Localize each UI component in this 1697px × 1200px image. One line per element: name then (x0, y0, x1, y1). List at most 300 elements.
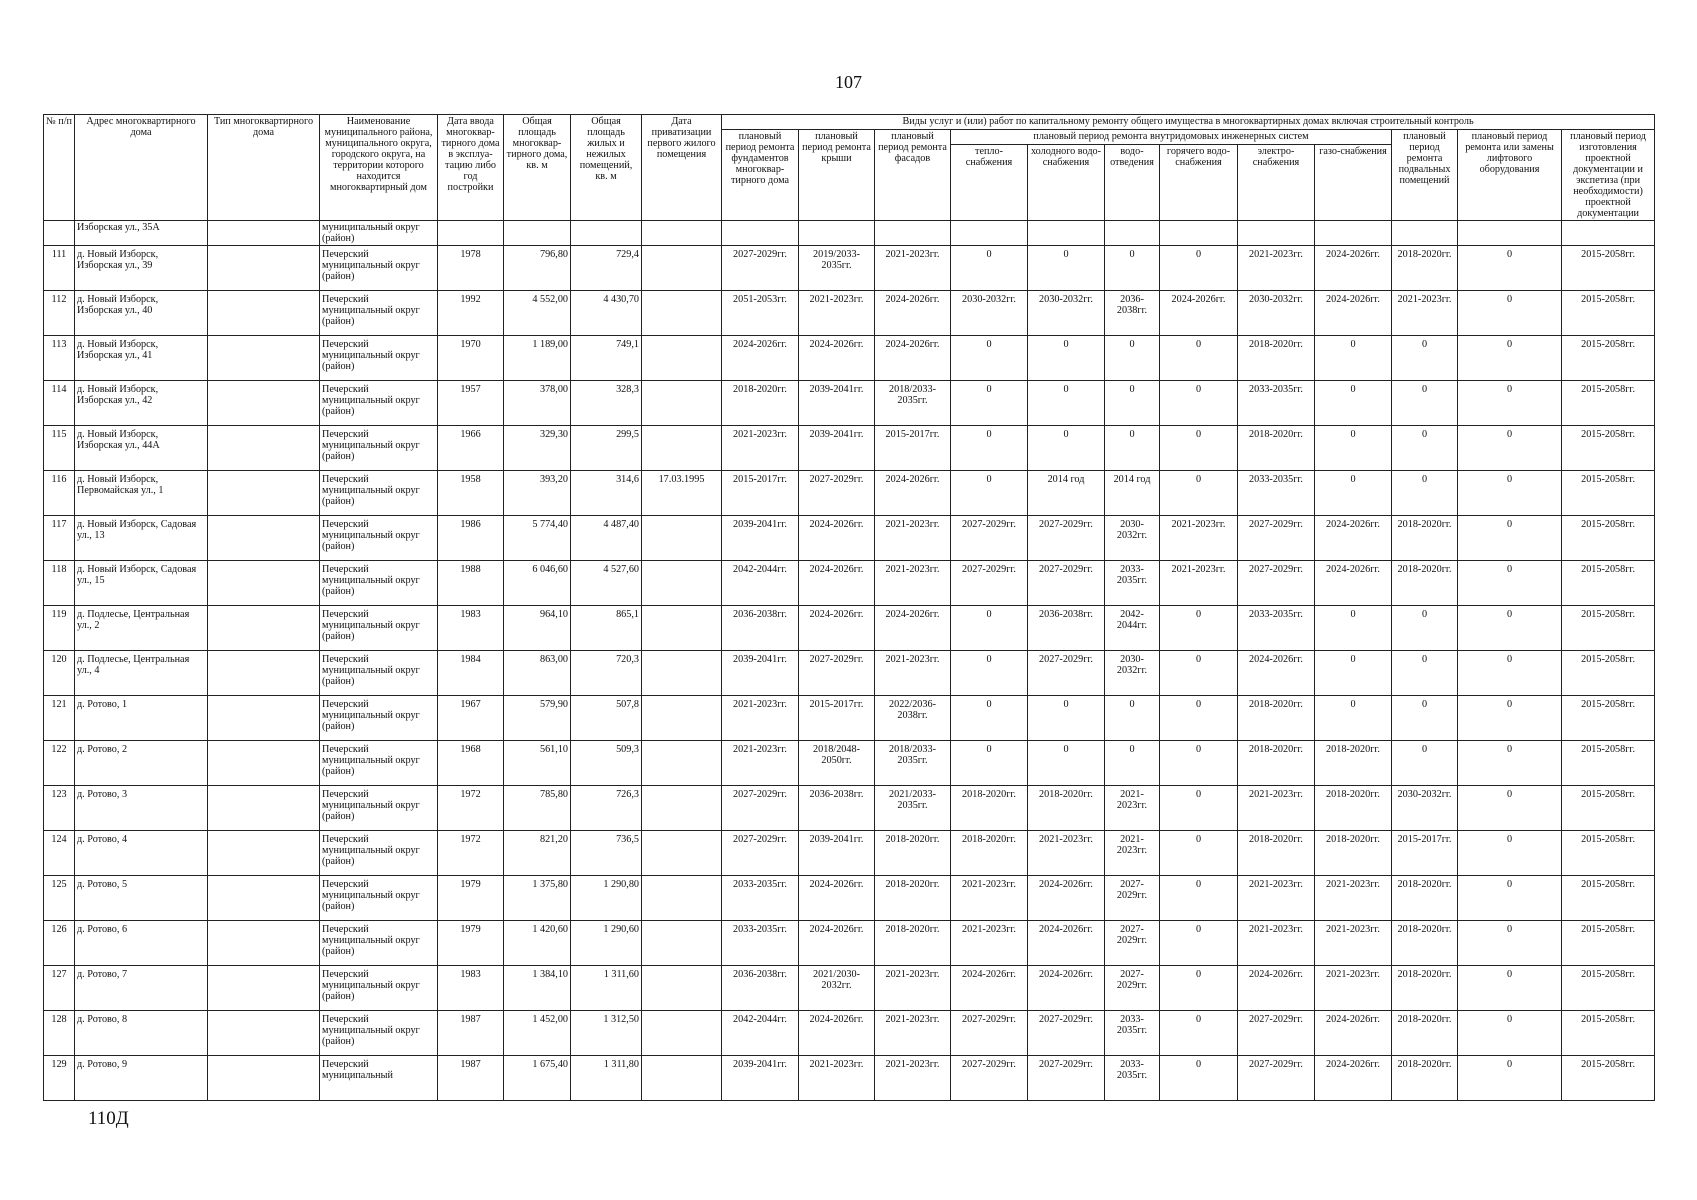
row-facade: 2021-2023гг. (875, 966, 951, 1011)
row-roof: 2021-2023гг. (799, 291, 875, 336)
row-cold-water: 0 (1028, 246, 1105, 291)
row-hot-water: 0 (1160, 381, 1238, 426)
footer-code: 110Д (88, 1108, 129, 1129)
row-design: 2015-2058гг. (1562, 1056, 1655, 1101)
row-cold-water: 0 (1028, 741, 1105, 786)
row-facade: 2021-2023гг. (875, 651, 951, 696)
row-year: 1983 (438, 606, 504, 651)
row-district: Печерский муниципальный округ (район) (320, 516, 438, 561)
row-sewerage: 0 (1105, 696, 1160, 741)
row-type (208, 831, 320, 876)
row-address: д. Новый Изборск, Изборская ул., 39 (75, 246, 208, 291)
row-elevator: 0 (1458, 696, 1562, 741)
row-living-area: 736,5 (571, 831, 642, 876)
header-total-area: Общая площадь многоквар-тирного дома, кв. м (504, 115, 571, 221)
row-hot-water: 0 (1160, 1011, 1238, 1056)
row-living-area: 4 430,70 (571, 291, 642, 336)
row-heating: 0 (951, 336, 1028, 381)
row-district: Печерский муниципальный округ (район) (320, 876, 438, 921)
row-sewerage: 2030-2032гг. (1105, 516, 1160, 561)
row-number: 111 (44, 246, 75, 291)
row-foundation: 2027-2029гг. (722, 786, 799, 831)
row-elevator: 0 (1458, 291, 1562, 336)
row-foundation: 2051-2053гг. (722, 291, 799, 336)
row-total-area: 329,30 (504, 426, 571, 471)
header-row-1 (44, 115, 1655, 130)
row-district: Печерский муниципальный округ (район) (320, 471, 438, 516)
row-foundation: 2024-2026гг. (722, 336, 799, 381)
row-total-area: 863,00 (504, 651, 571, 696)
row-hot-water: 0 (1160, 831, 1238, 876)
row-year: 1984 (438, 651, 504, 696)
row-heating: 0 (951, 606, 1028, 651)
row-privatization-date (642, 561, 722, 606)
row-living-area: 729,4 (571, 246, 642, 291)
row-address: д. Подлесье, Центральная ул., 2 (75, 606, 208, 651)
row-electricity: 2018-2020гг. (1238, 426, 1315, 471)
row-privatization-date (642, 651, 722, 696)
row-privatization-date (642, 966, 722, 1011)
row-foundation: 2042-2044гг. (722, 561, 799, 606)
row-address: д. Ротово, 9 (75, 1056, 208, 1101)
row-roof: 2039-2041гг. (799, 831, 875, 876)
row-roof: 2019/2033-2035гг. (799, 246, 875, 291)
row-electricity: 2024-2026гг. (1238, 966, 1315, 1011)
row-elevator: 0 (1458, 786, 1562, 831)
row-privatization-date: 17.03.1995 (642, 471, 722, 516)
row-district: Печерский муниципальный округ (район) (320, 246, 438, 291)
row-design: 2015-2058гг. (1562, 336, 1655, 381)
row-roof: 2024-2026гг. (799, 921, 875, 966)
row-district: Печерский муниципальный округ (район) (320, 921, 438, 966)
row-living-area: 1 311,80 (571, 1056, 642, 1101)
row-year: 1972 (438, 831, 504, 876)
row-sewerage: 0 (1105, 381, 1160, 426)
row-total-area: 964,10 (504, 606, 571, 651)
row-sewerage: 2021-2023гг. (1105, 831, 1160, 876)
row-district: Печерский муниципальный округ (район) (320, 831, 438, 876)
header-gas: газо-снабжения (1315, 145, 1392, 221)
row-cold-water: 2036-2038гг. (1028, 606, 1105, 651)
table-row (44, 1011, 1655, 1056)
row-design: 2015-2058гг. (1562, 876, 1655, 921)
row-electricity: 2018-2020гг. (1238, 336, 1315, 381)
table-row (44, 606, 1655, 651)
row-type (208, 471, 320, 516)
row-type (208, 1056, 320, 1101)
row-total-area: 785,80 (504, 786, 571, 831)
row-facade: 2021-2023гг. (875, 561, 951, 606)
row-elevator: 0 (1458, 561, 1562, 606)
row-address: д. Новый Изборск, Первомайская ул., 1 (75, 471, 208, 516)
row-hot-water: 0 (1160, 606, 1238, 651)
row-basement: 2030-2032гг. (1392, 786, 1458, 831)
row-year: 1978 (438, 246, 504, 291)
table-row (44, 786, 1655, 831)
row-cold-water: 0 (1028, 381, 1105, 426)
row-foundation: 2021-2023гг. (722, 696, 799, 741)
row-roof: 2015-2017гг. (799, 696, 875, 741)
row-heating: 2018-2020гг. (951, 831, 1028, 876)
continuation-row (44, 221, 1655, 246)
header-cold-water: холодного водо-снабжения (1028, 145, 1105, 221)
row-district: Печерский муниципальный округ (район) (320, 606, 438, 651)
row-elevator: 0 (1458, 336, 1562, 381)
row-number: 123 (44, 786, 75, 831)
row-hot-water: 0 (1160, 786, 1238, 831)
row-number: 119 (44, 606, 75, 651)
row-design: 2015-2058гг. (1562, 381, 1655, 426)
row-hot-water: 0 (1160, 966, 1238, 1011)
row-design: 2015-2058гг. (1562, 246, 1655, 291)
table-body (44, 221, 1655, 1101)
row-total-area: 6 046,60 (504, 561, 571, 606)
row-foundation: 2033-2035гг. (722, 921, 799, 966)
row-facade: 2022/2036-2038гг. (875, 696, 951, 741)
row-hot-water: 0 (1160, 246, 1238, 291)
row-sewerage: 2014 год (1105, 471, 1160, 516)
row-address: д. Ротово, 5 (75, 876, 208, 921)
row-elevator: 0 (1458, 876, 1562, 921)
row-cold-water: 2024-2026гг. (1028, 921, 1105, 966)
row-privatization-date (642, 516, 722, 561)
row-address: д. Новый Изборск, Изборская ул., 40 (75, 291, 208, 336)
table-row (44, 471, 1655, 516)
row-design: 2015-2058гг. (1562, 1011, 1655, 1056)
row-address: д. Ротово, 2 (75, 741, 208, 786)
row-hot-water: 0 (1160, 741, 1238, 786)
row-type (208, 561, 320, 606)
continuation-district: муниципальный округ (район) (320, 221, 438, 246)
header-num: № п/п (44, 115, 75, 221)
row-foundation: 2021-2023гг. (722, 426, 799, 471)
row-address: д. Ротово, 1 (75, 696, 208, 741)
row-living-area: 865,1 (571, 606, 642, 651)
row-year: 1992 (438, 291, 504, 336)
row-living-area: 4 487,40 (571, 516, 642, 561)
header-heating: тепло-снабжения (951, 145, 1028, 221)
row-district: Печерский муниципальный округ (район) (320, 381, 438, 426)
row-privatization-date (642, 921, 722, 966)
row-roof: 2024-2026гг. (799, 876, 875, 921)
row-district: Печерский муниципальный округ (район) (320, 1011, 438, 1056)
row-year: 1958 (438, 471, 504, 516)
row-basement: 0 (1392, 606, 1458, 651)
row-living-area: 328,3 (571, 381, 642, 426)
row-type (208, 336, 320, 381)
row-sewerage: 2042-2044гг. (1105, 606, 1160, 651)
row-address: д. Ротово, 4 (75, 831, 208, 876)
row-basement: 2018-2020гг. (1392, 561, 1458, 606)
row-hot-water: 0 (1160, 876, 1238, 921)
row-year: 1966 (438, 426, 504, 471)
row-total-area: 561,10 (504, 741, 571, 786)
row-number: 124 (44, 831, 75, 876)
row-design: 2015-2058гг. (1562, 291, 1655, 336)
row-living-area: 314,6 (571, 471, 642, 516)
continuation-address: Изборская ул., 35А (75, 221, 208, 246)
row-cold-water: 2027-2029гг. (1028, 1056, 1105, 1101)
row-foundation: 2015-2017гг. (722, 471, 799, 516)
row-heating: 2027-2029гг. (951, 1056, 1028, 1101)
row-type (208, 876, 320, 921)
row-basement: 2018-2020гг. (1392, 966, 1458, 1011)
row-facade: 2024-2026гг. (875, 471, 951, 516)
row-basement: 2015-2017гг. (1392, 831, 1458, 876)
row-gas: 0 (1315, 471, 1392, 516)
row-total-area: 821,20 (504, 831, 571, 876)
row-elevator: 0 (1458, 1011, 1562, 1056)
row-basement: 2018-2020гг. (1392, 921, 1458, 966)
row-electricity: 2030-2032гг. (1238, 291, 1315, 336)
row-year: 1988 (438, 561, 504, 606)
row-design: 2015-2058гг. (1562, 471, 1655, 516)
row-living-area: 720,3 (571, 651, 642, 696)
row-year: 1979 (438, 876, 504, 921)
row-gas: 2024-2026гг. (1315, 1011, 1392, 1056)
row-year: 1983 (438, 966, 504, 1011)
row-district: Печерский муниципальный округ (район) (320, 966, 438, 1011)
row-privatization-date (642, 291, 722, 336)
row-gas: 2024-2026гг. (1315, 1056, 1392, 1101)
row-sewerage: 2027-2029гг. (1105, 966, 1160, 1011)
row-type (208, 426, 320, 471)
row-basement: 2021-2023гг. (1392, 291, 1458, 336)
row-heating: 2021-2023гг. (951, 876, 1028, 921)
header-roof: плановый период ремонта крыши (799, 130, 875, 221)
row-year: 1986 (438, 516, 504, 561)
page-number: 107 (835, 72, 862, 92)
row-living-area: 1 312,50 (571, 1011, 642, 1056)
row-number: 120 (44, 651, 75, 696)
row-living-area: 509,3 (571, 741, 642, 786)
table-row (44, 336, 1655, 381)
row-living-area: 299,5 (571, 426, 642, 471)
row-hot-water: 0 (1160, 471, 1238, 516)
row-electricity: 2021-2023гг. (1238, 921, 1315, 966)
row-total-area: 1 675,40 (504, 1056, 571, 1101)
row-gas: 2024-2026гг. (1315, 516, 1392, 561)
row-year: 1967 (438, 696, 504, 741)
row-basement: 0 (1392, 696, 1458, 741)
table-row (44, 291, 1655, 336)
header-basement: плановый период ремонта подвальных помещений (1392, 130, 1458, 221)
row-basement: 2018-2020гг. (1392, 876, 1458, 921)
table-row (44, 876, 1655, 921)
row-privatization-date (642, 831, 722, 876)
table-row (44, 426, 1655, 471)
row-sewerage: 0 (1105, 741, 1160, 786)
row-total-area: 5 774,40 (504, 516, 571, 561)
row-living-area: 1 290,80 (571, 876, 642, 921)
table-row (44, 921, 1655, 966)
row-cold-water: 2021-2023гг. (1028, 831, 1105, 876)
row-facade: 2021-2023гг. (875, 516, 951, 561)
row-gas: 2024-2026гг. (1315, 291, 1392, 336)
header-type: Тип многоквартирного дома (208, 115, 320, 221)
row-number: 113 (44, 336, 75, 381)
row-number: 117 (44, 516, 75, 561)
row-cold-water: 2027-2029гг. (1028, 516, 1105, 561)
row-design: 2015-2058гг. (1562, 516, 1655, 561)
row-hot-water: 2021-2023гг. (1160, 561, 1238, 606)
row-cold-water: 2014 год (1028, 471, 1105, 516)
row-type (208, 516, 320, 561)
row-facade: 2015-2017гг. (875, 426, 951, 471)
row-design: 2015-2058гг. (1562, 561, 1655, 606)
row-facade: 2018-2020гг. (875, 921, 951, 966)
row-hot-water: 2021-2023гг. (1160, 516, 1238, 561)
row-facade: 2024-2026гг. (875, 606, 951, 651)
row-electricity: 2018-2020гг. (1238, 696, 1315, 741)
row-district: Печерский муниципальный округ (район) (320, 336, 438, 381)
row-cold-water: 2027-2029гг. (1028, 561, 1105, 606)
row-type (208, 1011, 320, 1056)
row-sewerage: 2033-2035гг. (1105, 561, 1160, 606)
row-facade: 2018/2033-2035гг. (875, 741, 951, 786)
row-design: 2015-2058гг. (1562, 426, 1655, 471)
row-type (208, 786, 320, 831)
row-facade: 2021-2023гг. (875, 246, 951, 291)
row-privatization-date (642, 606, 722, 651)
row-elevator: 0 (1458, 426, 1562, 471)
row-address: д. Ротово, 6 (75, 921, 208, 966)
row-elevator: 0 (1458, 831, 1562, 876)
row-privatization-date (642, 1056, 722, 1101)
row-year: 1972 (438, 786, 504, 831)
row-hot-water: 0 (1160, 426, 1238, 471)
row-total-area: 579,90 (504, 696, 571, 741)
row-heating: 2027-2029гг. (951, 516, 1028, 561)
row-heating: 0 (951, 381, 1028, 426)
row-privatization-date (642, 381, 722, 426)
row-living-area: 1 290,60 (571, 921, 642, 966)
row-address: д. Ротово, 7 (75, 966, 208, 1011)
row-electricity: 2021-2023гг. (1238, 786, 1315, 831)
row-district: Печерский муниципальный округ (район) (320, 651, 438, 696)
row-facade: 2021-2023гг. (875, 1011, 951, 1056)
row-district: Печерский муниципальный округ (район) (320, 291, 438, 336)
header-sewerage: водо-отведения (1105, 145, 1160, 221)
row-design: 2015-2058гг. (1562, 786, 1655, 831)
row-elevator: 0 (1458, 516, 1562, 561)
row-elevator: 0 (1458, 246, 1562, 291)
table-row (44, 561, 1655, 606)
row-roof: 2024-2026гг. (799, 561, 875, 606)
row-electricity: 2018-2020гг. (1238, 741, 1315, 786)
row-privatization-date (642, 786, 722, 831)
row-heating: 0 (951, 651, 1028, 696)
row-sewerage: 2021-2023гг. (1105, 786, 1160, 831)
row-privatization-date (642, 1011, 722, 1056)
row-heating: 0 (951, 741, 1028, 786)
row-number: 121 (44, 696, 75, 741)
row-type (208, 291, 320, 336)
row-design: 2015-2058гг. (1562, 831, 1655, 876)
row-foundation: 2027-2029гг. (722, 831, 799, 876)
row-cold-water: 2018-2020гг. (1028, 786, 1105, 831)
header-design: плановый период изготовления проектной документации и экспетиза (при необходимости) проектной документации (1562, 130, 1655, 221)
row-sewerage: 0 (1105, 246, 1160, 291)
row-roof: 2024-2026гг. (799, 606, 875, 651)
row-type (208, 381, 320, 426)
row-hot-water: 0 (1160, 921, 1238, 966)
row-gas: 2021-2023гг. (1315, 876, 1392, 921)
row-gas: 0 (1315, 696, 1392, 741)
row-cold-water: 2027-2029гг. (1028, 651, 1105, 696)
row-basement: 0 (1392, 426, 1458, 471)
header-electricity: электро-снабжения (1238, 145, 1315, 221)
header-living-area: Общая площадь жилых и нежилых помещений, кв. м (571, 115, 642, 221)
row-roof: 2024-2026гг. (799, 1011, 875, 1056)
row-roof: 2024-2026гг. (799, 336, 875, 381)
row-design: 2015-2058гг. (1562, 921, 1655, 966)
row-electricity: 2021-2023гг. (1238, 246, 1315, 291)
row-address: д. Новый Изборск, Садовая ул., 13 (75, 516, 208, 561)
row-hot-water: 0 (1160, 336, 1238, 381)
row-hot-water: 0 (1160, 1056, 1238, 1101)
row-cold-water: 2024-2026гг. (1028, 966, 1105, 1011)
row-gas: 2021-2023гг. (1315, 921, 1392, 966)
row-foundation: 2021-2023гг. (722, 741, 799, 786)
row-number: 118 (44, 561, 75, 606)
row-living-area: 749,1 (571, 336, 642, 381)
row-type (208, 696, 320, 741)
header-elevator: плановый период ремонта или замены лифтового оборудования (1458, 130, 1562, 221)
row-number: 126 (44, 921, 75, 966)
row-elevator: 0 (1458, 471, 1562, 516)
row-number: 128 (44, 1011, 75, 1056)
row-total-area: 378,00 (504, 381, 571, 426)
row-foundation: 2039-2041гг. (722, 651, 799, 696)
row-number: 125 (44, 876, 75, 921)
row-type (208, 606, 320, 651)
row-type (208, 921, 320, 966)
row-facade: 2018-2020гг. (875, 876, 951, 921)
row-elevator: 0 (1458, 741, 1562, 786)
row-gas: 2018-2020гг. (1315, 831, 1392, 876)
row-gas: 0 (1315, 426, 1392, 471)
row-foundation: 2033-2035гг. (722, 876, 799, 921)
row-facade: 2018/2033-2035гг. (875, 381, 951, 426)
table-row (44, 831, 1655, 876)
row-elevator: 0 (1458, 1056, 1562, 1101)
row-living-area: 1 311,60 (571, 966, 642, 1011)
row-privatization-date (642, 336, 722, 381)
header-foundation: плановый период ремонта фундаментов многоквар-тирного дома (722, 130, 799, 221)
row-facade: 2021/2033-2035гг. (875, 786, 951, 831)
row-basement: 0 (1392, 741, 1458, 786)
row-total-area: 1 375,80 (504, 876, 571, 921)
row-type (208, 246, 320, 291)
header-district: Наименование муниципального района, муниципального округа, городского округа, на территории которого находится многоквартирный дом (320, 115, 438, 221)
row-number: 122 (44, 741, 75, 786)
table-row (44, 516, 1655, 561)
row-number: 116 (44, 471, 75, 516)
row-heating: 2027-2029гг. (951, 561, 1028, 606)
row-gas: 2018-2020гг. (1315, 741, 1392, 786)
row-electricity: 2018-2020гг. (1238, 831, 1315, 876)
row-privatization-date (642, 876, 722, 921)
row-heating: 0 (951, 696, 1028, 741)
row-district: Печерский муниципальный округ (район) (320, 696, 438, 741)
row-privatization-date (642, 246, 722, 291)
row-heating: 0 (951, 471, 1028, 516)
row-address: д. Подлесье, Центральная ул., 4 (75, 651, 208, 696)
row-privatization-date (642, 426, 722, 471)
row-roof: 2039-2041гг. (799, 426, 875, 471)
row-roof: 2039-2041гг. (799, 381, 875, 426)
